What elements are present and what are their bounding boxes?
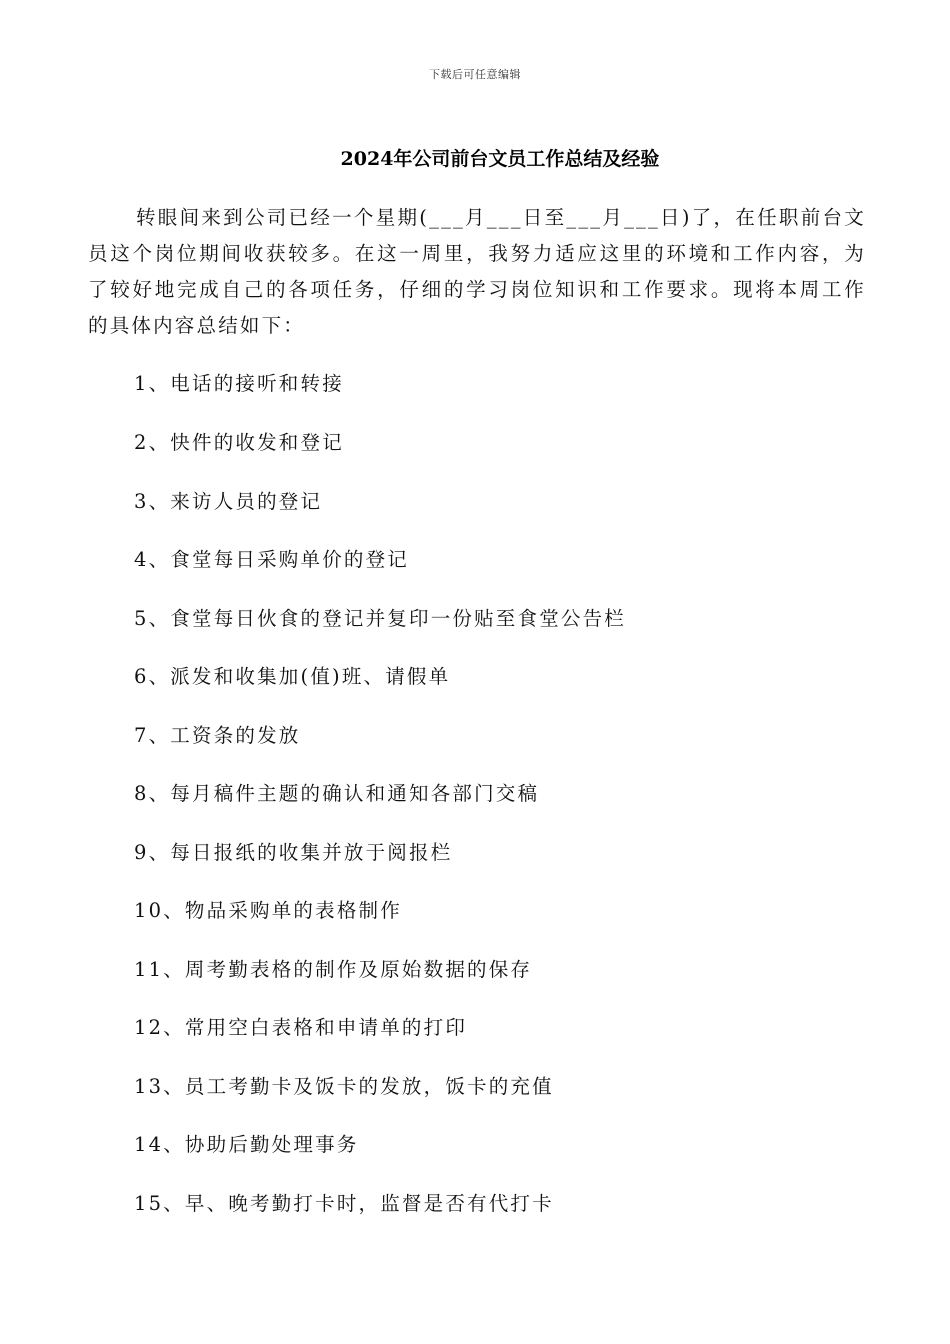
list-item: 11、周考勤表格的制作及原始数据的保存 [134, 958, 533, 981]
list-item: 8、每月稿件主题的确认和通知各部门交稿 [134, 782, 540, 805]
list-item: 13、员工考勤卡及饭卡的发放，饭卡的充值 [134, 1075, 554, 1098]
list-item: 1、电话的接听和转接 [134, 372, 344, 395]
list-item: 12、常用空白表格和申请单的打印 [134, 1016, 468, 1039]
list-item: 15、早、晚考勤打卡时，监督是否有代打卡 [134, 1192, 554, 1215]
list-item: 5、食堂每日伙食的登记并复印一份贴至食堂公告栏 [134, 607, 627, 630]
list-item: 10、物品采购单的表格制作 [134, 899, 402, 922]
intro-paragraph: 转眼间来到公司已经一个星期(___月___日至___月___日)了，在任职前台文员这个岗位期间收获较多。在这一周里，我努力适应这里的环境和工作内容，为了较好地完成自己的各项任务，仔细的学习岗位知识和工作要求。现将本周工作的具体内容总结如下： [88, 206, 866, 337]
list-item: 14、协助后勤处理事务 [134, 1133, 359, 1156]
list-item: 3、来访人员的登记 [134, 490, 323, 513]
list-item: 6、派发和收集加(值)班、请假单 [134, 665, 451, 688]
list-item: 2、快件的收发和登记 [134, 431, 344, 454]
document-title: 2024年公司前台文员工作总结及经验 [340, 148, 660, 170]
header-note: 下载后可任意编辑 [429, 68, 521, 81]
list-item: 4、食堂每日采购单价的登记 [134, 548, 410, 571]
list-item: 9、每日报纸的收集并放于阅报栏 [134, 841, 453, 864]
list-item: 7、工资条的发放 [134, 724, 301, 747]
